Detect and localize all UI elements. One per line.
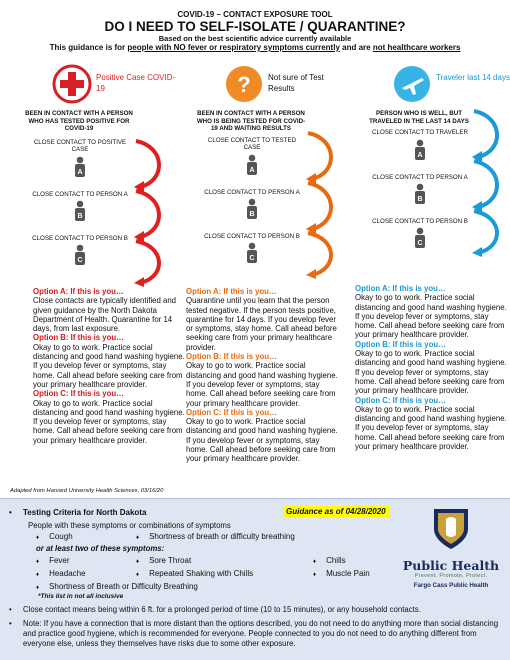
person-icon <box>246 242 258 264</box>
svg-text:C: C <box>77 257 83 265</box>
option-c-heading: Option C: If this is you… <box>355 395 446 405</box>
not-inclusive-note: *This list in not all inclusive <box>38 593 124 600</box>
symptom-item: ♦ Sore Throat <box>136 556 192 565</box>
option-c-text: Okay to go to work. Practice social distancing and good hand washing hygiene. If you develop fever or symptoms, stay home. Call ahead before seeking care from your primary healthcare provider. <box>33 398 185 445</box>
red-cross-icon <box>52 64 92 104</box>
chain-node-b: CLOSE CONTACT TO PERSON A B <box>204 188 300 218</box>
svg-text:A: A <box>77 168 83 176</box>
option-a-text: Close contacts are typically identified and given guidance by the North Dakota Department of Health. Quarantine for 14 days, from last exposure. <box>33 296 177 334</box>
contact-chain <box>12 139 172 272</box>
chain-node-a: CLOSE CONTACT TO TESTED CASE A <box>207 136 297 174</box>
option-b-text: Okay to go to work. Practice social distancing and good hand washing hygiene. If you develop fever or symptoms, stay home. Call ahead before seeking care from your primary healthcare provider. <box>186 361 338 408</box>
testing-intro: People with these symptoms or combinations of symptoms <box>28 521 231 530</box>
chain-node-b: CLOSE CONTACT TO PERSON A B <box>32 190 128 220</box>
at-least-two-label: or at least two of these symptoms: <box>36 544 165 553</box>
logo-tagline: Prevent. Promote. Protect. <box>414 573 488 579</box>
icon-label: Not sure of Test Results <box>268 73 324 93</box>
symptom-item: ♦ Headache <box>36 569 86 578</box>
column-lead: BEEN IN CONTACT WITH A PERSON WHO HAS TESTED POSITIVE FOR COVID-19 <box>25 110 133 133</box>
column-traveler <box>352 62 510 254</box>
chain-node-c: CLOSE CONTACT TO PERSON B C <box>204 233 300 263</box>
option-b-text: Okay to go to work. Practice social distancing and good hand washing hygiene. If you develop fever or symptoms, stay home. Call ahead before seeking care from your primary healthcare provider. <box>33 342 185 389</box>
person-icon <box>414 227 426 249</box>
contact-chain <box>352 129 510 254</box>
page-title: DO I NEED TO SELF-ISOLATE / QUARANTINE? <box>104 19 406 34</box>
option-c-heading: Option C: If this is you… <box>186 407 277 417</box>
contact-arrows <box>304 129 340 279</box>
option-b-heading: Option B: If this is you… <box>186 352 277 362</box>
person-icon <box>246 154 258 176</box>
svg-text:B: B <box>417 196 423 203</box>
person-icon <box>74 200 86 222</box>
chain-node-c: CLOSE CONTACT TO PERSON B C <box>32 235 128 265</box>
icon-label: Traveler last 14 days <box>436 73 510 82</box>
logo-org: Fargo Cass Public Health <box>413 582 489 589</box>
chain-node-a: CLOSE CONTACT TO TRAVELER A <box>372 129 468 159</box>
svg-text:B: B <box>249 211 255 218</box>
distant-connection-note: Note: If you have a connection that is more distant than the options described, you do not need to do anything more than social distancing and practice good hygiene, which is recommended for everyone. People connected to you do not need to do anything different from everyone else, unless they themselves have risks due to some other exposure. <box>23 619 499 648</box>
person-icon <box>414 183 426 205</box>
logo-name: Public Health <box>402 558 500 573</box>
person-icon <box>246 198 258 220</box>
symptom-item: ♦ Cough <box>36 532 73 541</box>
chain-node-b: CLOSE CONTACT TO PERSON A B <box>372 173 468 203</box>
guidance-date-badge: Guidance as of 04/28/2020 <box>283 506 389 517</box>
symptom-item: ♦ Shortness of Breath or Difficulty Breathing <box>36 582 198 591</box>
column-lead: BEEN IN CONTACT WITH A PERSON WHO IS BEING TESTED FOR COVID-19 AND WAITING RESULTS <box>196 110 306 133</box>
option-a-heading: Option A: If this is you… <box>355 284 446 293</box>
header <box>0 10 510 53</box>
symptom-item: ♦ Repeated Shaking with Chills <box>136 569 254 578</box>
svg-text:C: C <box>249 255 255 263</box>
option-c-heading: Option C: If this is you… <box>33 389 124 399</box>
chain-node-c: CLOSE CONTACT TO PERSON B C <box>372 218 468 248</box>
column-not-sure <box>184 62 344 269</box>
contact-chain <box>184 137 344 270</box>
option-a-heading: Option A: If this is you… <box>186 287 277 296</box>
column-lead: PERSON WHO IS WELL, BUT TRAVELED IN THE LAST 14 DAYS <box>369 110 469 125</box>
tool-title: COVID-19 – CONTACT EXPOSURE TOOL <box>177 10 333 19</box>
person-icon <box>414 139 426 161</box>
svg-text:C: C <box>417 240 423 248</box>
option-b-heading: Option B: If this is you… <box>355 339 446 349</box>
close-contact-note: • Close contact means being within 6 ft. for a prolonged period of time (10 to 15 minutes), or any household contacts. <box>9 605 421 614</box>
option-a-heading: Option A: If this is you… <box>33 287 124 296</box>
public-health-shield-icon <box>428 505 474 551</box>
contact-arrows <box>132 137 168 287</box>
svg-text:B: B <box>77 213 83 220</box>
airplane-icon <box>392 64 432 104</box>
option-a-text: Okay to go to work. Practice social distancing and good hand washing hygiene. If you develop fever or symptoms, stay home. Call ahead before seeking care from your primary healthcare provider. <box>355 293 507 340</box>
person-icon <box>74 244 86 266</box>
subtitle: Based on the best scientific advice currently available <box>158 34 352 43</box>
option-c-text: Okay to go to work. Practice social distancing and good hand washing hygiene. If you develop fever or symptoms, stay home. Call ahead before seeking care from your primary healthcare provider. <box>186 417 338 464</box>
chain-node-a: CLOSE CONTACT TO POSITIVE CASE A <box>33 138 127 176</box>
guidance-line: This guidance is for people with NO fever or respiratory symptoms currently and are not healthcare workers <box>49 43 461 52</box>
options-traveler <box>355 284 510 451</box>
testing-title: • Testing Criteria for North Dakota <box>9 508 147 517</box>
options-positive-case <box>33 287 189 445</box>
svg-text:?: ? <box>237 72 251 97</box>
person-icon <box>74 156 86 178</box>
svg-text:A: A <box>249 166 255 174</box>
symptom-item: ♦ Fever <box>36 556 70 565</box>
svg-text:A: A <box>417 151 423 159</box>
option-a-text: Quarantine until you learn that the person tested negative. If the person tests positive, quarantine for 14 days. If you develop fever or symptoms, stay home. Call ahead before seeking care from your primary healthcare provider. <box>186 296 337 352</box>
column-positive-case <box>12 62 176 271</box>
option-c-text: Okay to go to work. Practice social distancing and good hand washing hygiene. If you develop fever or symptoms, stay home. Call ahead before seeking care from your primary healthcare provider. <box>355 404 507 452</box>
option-b-text: Okay to go to work. Practice social distancing and good hand washing hygiene. If you develop fever or symptoms, stay home. Call ahead before seeking care from your primary healthcare provider. <box>355 349 507 396</box>
contact-arrows <box>470 107 506 257</box>
symptom-item: ♦ Chills <box>313 556 346 565</box>
symptom-item: ♦ Shortness of breath or difficulty breathing <box>136 532 295 541</box>
public-health-logo <box>395 505 507 593</box>
option-b-heading: Option B: If this is you… <box>33 333 124 343</box>
question-mark-icon <box>224 64 264 104</box>
symptom-item: ♦ Muscle Pain <box>313 569 370 578</box>
icon-label: Positive Case COVID-19 <box>96 73 176 93</box>
source-credit: Adapted from Harvard University Health Sciences, 03/16/20 <box>10 488 164 494</box>
options-not-sure <box>186 287 342 464</box>
testing-criteria-panel: • Testing Criteria for North Dakota Guidance as of 04/28/2020 People with these symptoms or combinations of symptoms ♦ Cough ♦ Shortness of breath or difficulty breathing or at least two of these symptoms: ♦ Fever ♦ Sore Throat ♦ Chills ♦ Headache ♦ Repeated Shaking with Chills ♦ Muscle Pain ♦ Shortness of Breath or Difficulty Breathing *This list in not all inclusive • Close contact means being within 6 ft. for a prolonged period of time (10 to 15 minutes), or any household contacts. • Note: If you have a connection that is more distant than the options described, you do not need to do anything more than social distancing and practice good hygiene, which is recommended for everyone. People connected to you do not need to do anything different from everyone else, unless they themselves have risks due to some other exposure. Public Health Prevent. Promote. Protect. Fargo Cass Public Health <box>0 498 510 660</box>
